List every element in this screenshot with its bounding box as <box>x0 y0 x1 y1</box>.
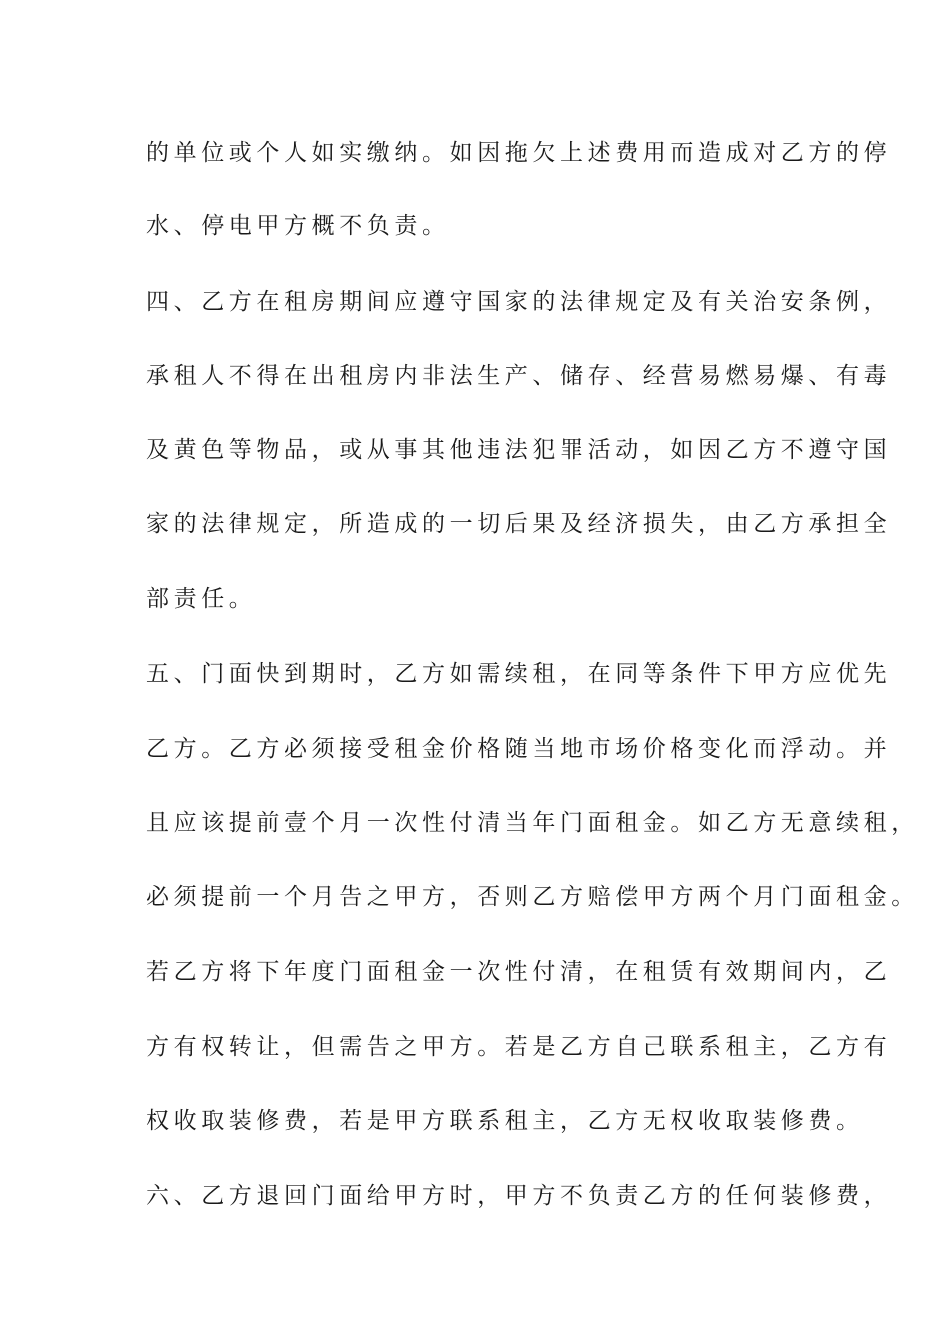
body-text-line: 的单位或个人如实缴纳。如因拖欠上述费用而造成对乙方的停 <box>146 140 892 166</box>
body-text-line: 必须提前一个月告之甲方，否则乙方赔偿甲方两个月门面租金。 <box>146 884 919 910</box>
body-text-line: 且应该提前壹个月一次性付清当年门面租金。如乙方无意续租， <box>146 810 919 836</box>
body-text-line: 及黄色等物品，或从事其他违法犯罪活动，如因乙方不遵守国 <box>146 437 892 463</box>
body-text-line: 方有权转让，但需告之甲方。若是乙方自己联系租主，乙方有 <box>146 1034 892 1060</box>
body-text-line: 六、乙方退回门面给甲方时，甲方不负责乙方的任何装修费， <box>146 1183 892 1209</box>
body-text-line: 权收取装修费，若是甲方联系租主，乙方无权收取装修费。 <box>146 1108 864 1134</box>
body-text-line: 四、乙方在租房期间应遵守国家的法律规定及有关治安条例， <box>146 289 892 315</box>
body-text-line: 乙方。乙方必须接受租金价格随当地市场价格变化而浮动。并 <box>146 736 892 762</box>
body-text-line: 家的法律规定，所造成的一切后果及经济损失，由乙方承担全 <box>146 511 892 537</box>
body-text-line: 承租人不得在出租房内非法生产、储存、经营易燃易爆、有毒 <box>146 363 892 389</box>
body-text-line: 部责任。 <box>146 586 257 612</box>
body-text-line: 五、门面快到期时，乙方如需续租，在同等条件下甲方应优先 <box>146 661 892 687</box>
body-text-line: 水、停电甲方概不负责。 <box>146 213 450 239</box>
body-text-line: 若乙方将下年度门面租金一次性付清，在租赁有效期间内，乙 <box>146 959 892 985</box>
